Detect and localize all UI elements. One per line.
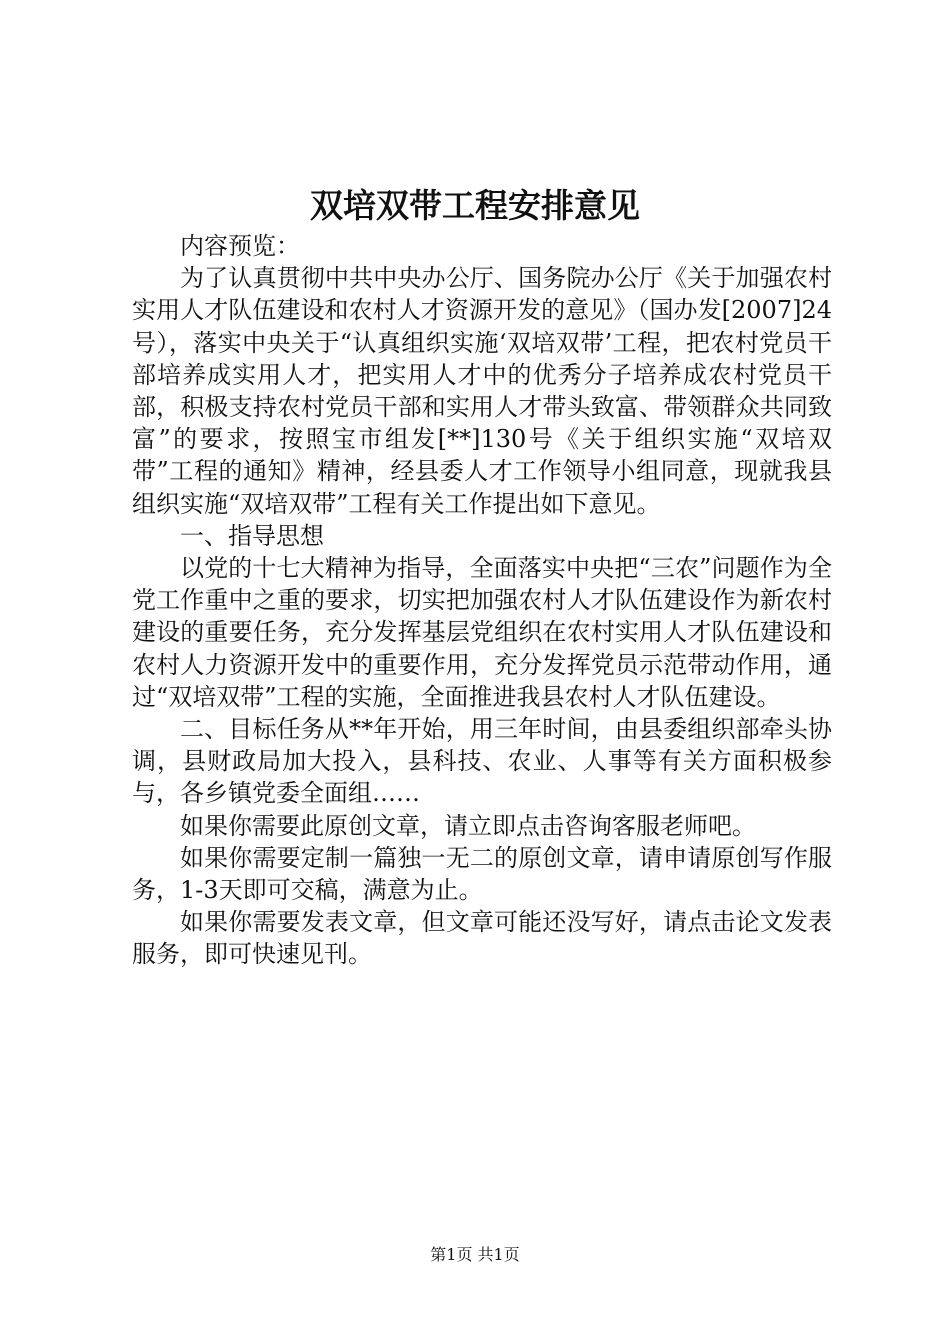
publish-service-link[interactable]: 如果你需要发表文章，但文章可能还没写好，请点击论文发表服务，即可快速见刊。: [132, 908, 832, 969]
guiding-ideology-paragraph: 以党的十七大精神为指导，全面落实中央把“三农”问题作为全党工作重中之重的要求，切实把加强农村人才队伍建设作为新农村建设的重要任务，充分发挥基层党组织在农村实用人才队伍建设和农村人力资源开发中的重要作用，充分发挥党员示范带动作用，通过“双培双带”工程的实施，全面推进我县农村人才队伍建设。: [132, 554, 832, 711]
intro-paragraph: 为了认真贯彻中共中央办公厅、国务院办公厅《关于加强农村实用人才队伍建设和农村人才资源开发的意见》（国办发[2007]24号），落实中央关于“认真组织实施‘双培双带’工程，把农村党员干部培养成实用人才，把实用人才中的优秀分子培养成农村党员干部，积极支持农村党员干部和实用人才带头致富、带领群众共同致富”的要求，按照宝市组发[**]130号《关于组织实施“双培双带”工程的通知》精神，经县委人才工作领导小组同意，现就我县组织实施“双培双带”工程有关工作提出如下意见。: [132, 264, 832, 518]
preview-label: 内容预览：: [180, 232, 300, 260]
consult-service-link[interactable]: 如果你需要此原创文章，请立即点击咨询客服老师吧。: [180, 811, 756, 840]
custom-writing-service-link[interactable]: 如果你需要定制一篇独一无二的原创文章，请申请原创写作服务，1-3天即可交稿，满意为止。: [132, 843, 832, 905]
section-heading-guiding-ideology: 一、指导思想: [180, 521, 324, 550]
page-number: 第1页 共1页: [430, 1245, 520, 1264]
document-title: 双培双带工程安排意见: [310, 186, 640, 225]
document-body: [132, 230, 832, 971]
goals-tasks-paragraph: 二、目标任务从**年开始，用三年时间，由县委组织部牵头协调，县财政局加大投入，县科技、农业、人事等有关方面积极参与，各乡镇党委全面组……: [132, 715, 832, 808]
